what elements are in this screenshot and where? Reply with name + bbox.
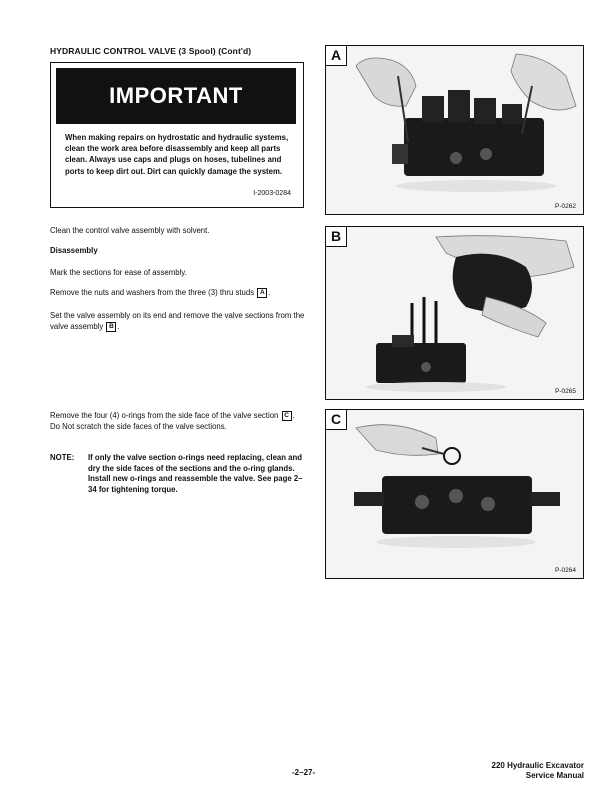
remove-orings-caution: . Do Not scratch the side faces of the valve sections. xyxy=(50,411,295,431)
page-number: -2–27- xyxy=(292,768,316,777)
important-notice xyxy=(50,62,304,208)
manual-title-line1: 220 Hydraulic Excavator xyxy=(491,761,584,770)
important-banner: IMPORTANT xyxy=(56,68,296,124)
figure-b-photo xyxy=(326,227,583,399)
figure-c-letter: C xyxy=(326,410,347,430)
subheading-disassembly: Disassembly xyxy=(50,246,98,255)
paragraph-clean: Clean the control valve assembly with solvent. xyxy=(50,226,210,235)
figure-a-letter: A xyxy=(326,46,347,66)
note-text: If only the valve section o-rings need replacing, clean and dry the side faces of the sections and the o-ring glands. Install new o-rings and reassemble the valve. See page 2–34 for tightening torque. xyxy=(88,453,303,494)
manual-title xyxy=(492,761,585,781)
important-code: I-2003-0284 xyxy=(253,190,291,197)
set-valve-text: Set the valve assembly on its end and remove the valve sections from the valve assembly xyxy=(50,311,305,331)
figure-b xyxy=(325,226,584,400)
paragraph-remove-nuts: Remove the nuts and washers from the three (3) thru studs A . xyxy=(50,288,271,298)
figure-ref-a: A xyxy=(257,288,267,298)
figure-a-code: P-0262 xyxy=(555,203,576,210)
paragraph-remove-orings xyxy=(50,411,306,432)
section-header: HYDRAULIC CONTROL VALVE (3 Spool) (Cont'd) xyxy=(50,46,252,56)
figure-c xyxy=(325,409,584,579)
remove-orings-text: Remove the four (4) o-rings from the side face of the valve section xyxy=(50,411,279,421)
figure-a xyxy=(325,45,584,215)
paragraph-set-valve: Set the valve assembly on its end and remove the valve sections from the valve assembly B . xyxy=(50,311,305,331)
figure-b-letter: B xyxy=(326,227,347,247)
figure-ref-c: C xyxy=(282,411,292,421)
figure-a-photo xyxy=(326,46,583,214)
manual-title-line2: Service Manual xyxy=(525,771,584,780)
figure-b-code: P-0265 xyxy=(555,388,576,395)
note-label: NOTE: xyxy=(50,453,75,462)
remove-nuts-text: Remove the nuts and washers from the three (3) thru studs xyxy=(50,288,255,298)
figure-c-code: P-0264 xyxy=(555,567,576,574)
figure-ref-b: B xyxy=(106,322,116,332)
figure-c-photo xyxy=(326,410,583,578)
important-text: When making repairs on hydrostatic and hydraulic systems, clean the work area before disassembly and keep all parts clean. Always use caps and plugs on hoses, tubelines and ports to keep dirt out. Dirt can quickly damage the system. xyxy=(65,133,289,176)
paragraph-mark: Mark the sections for ease of assembly. xyxy=(50,268,187,277)
